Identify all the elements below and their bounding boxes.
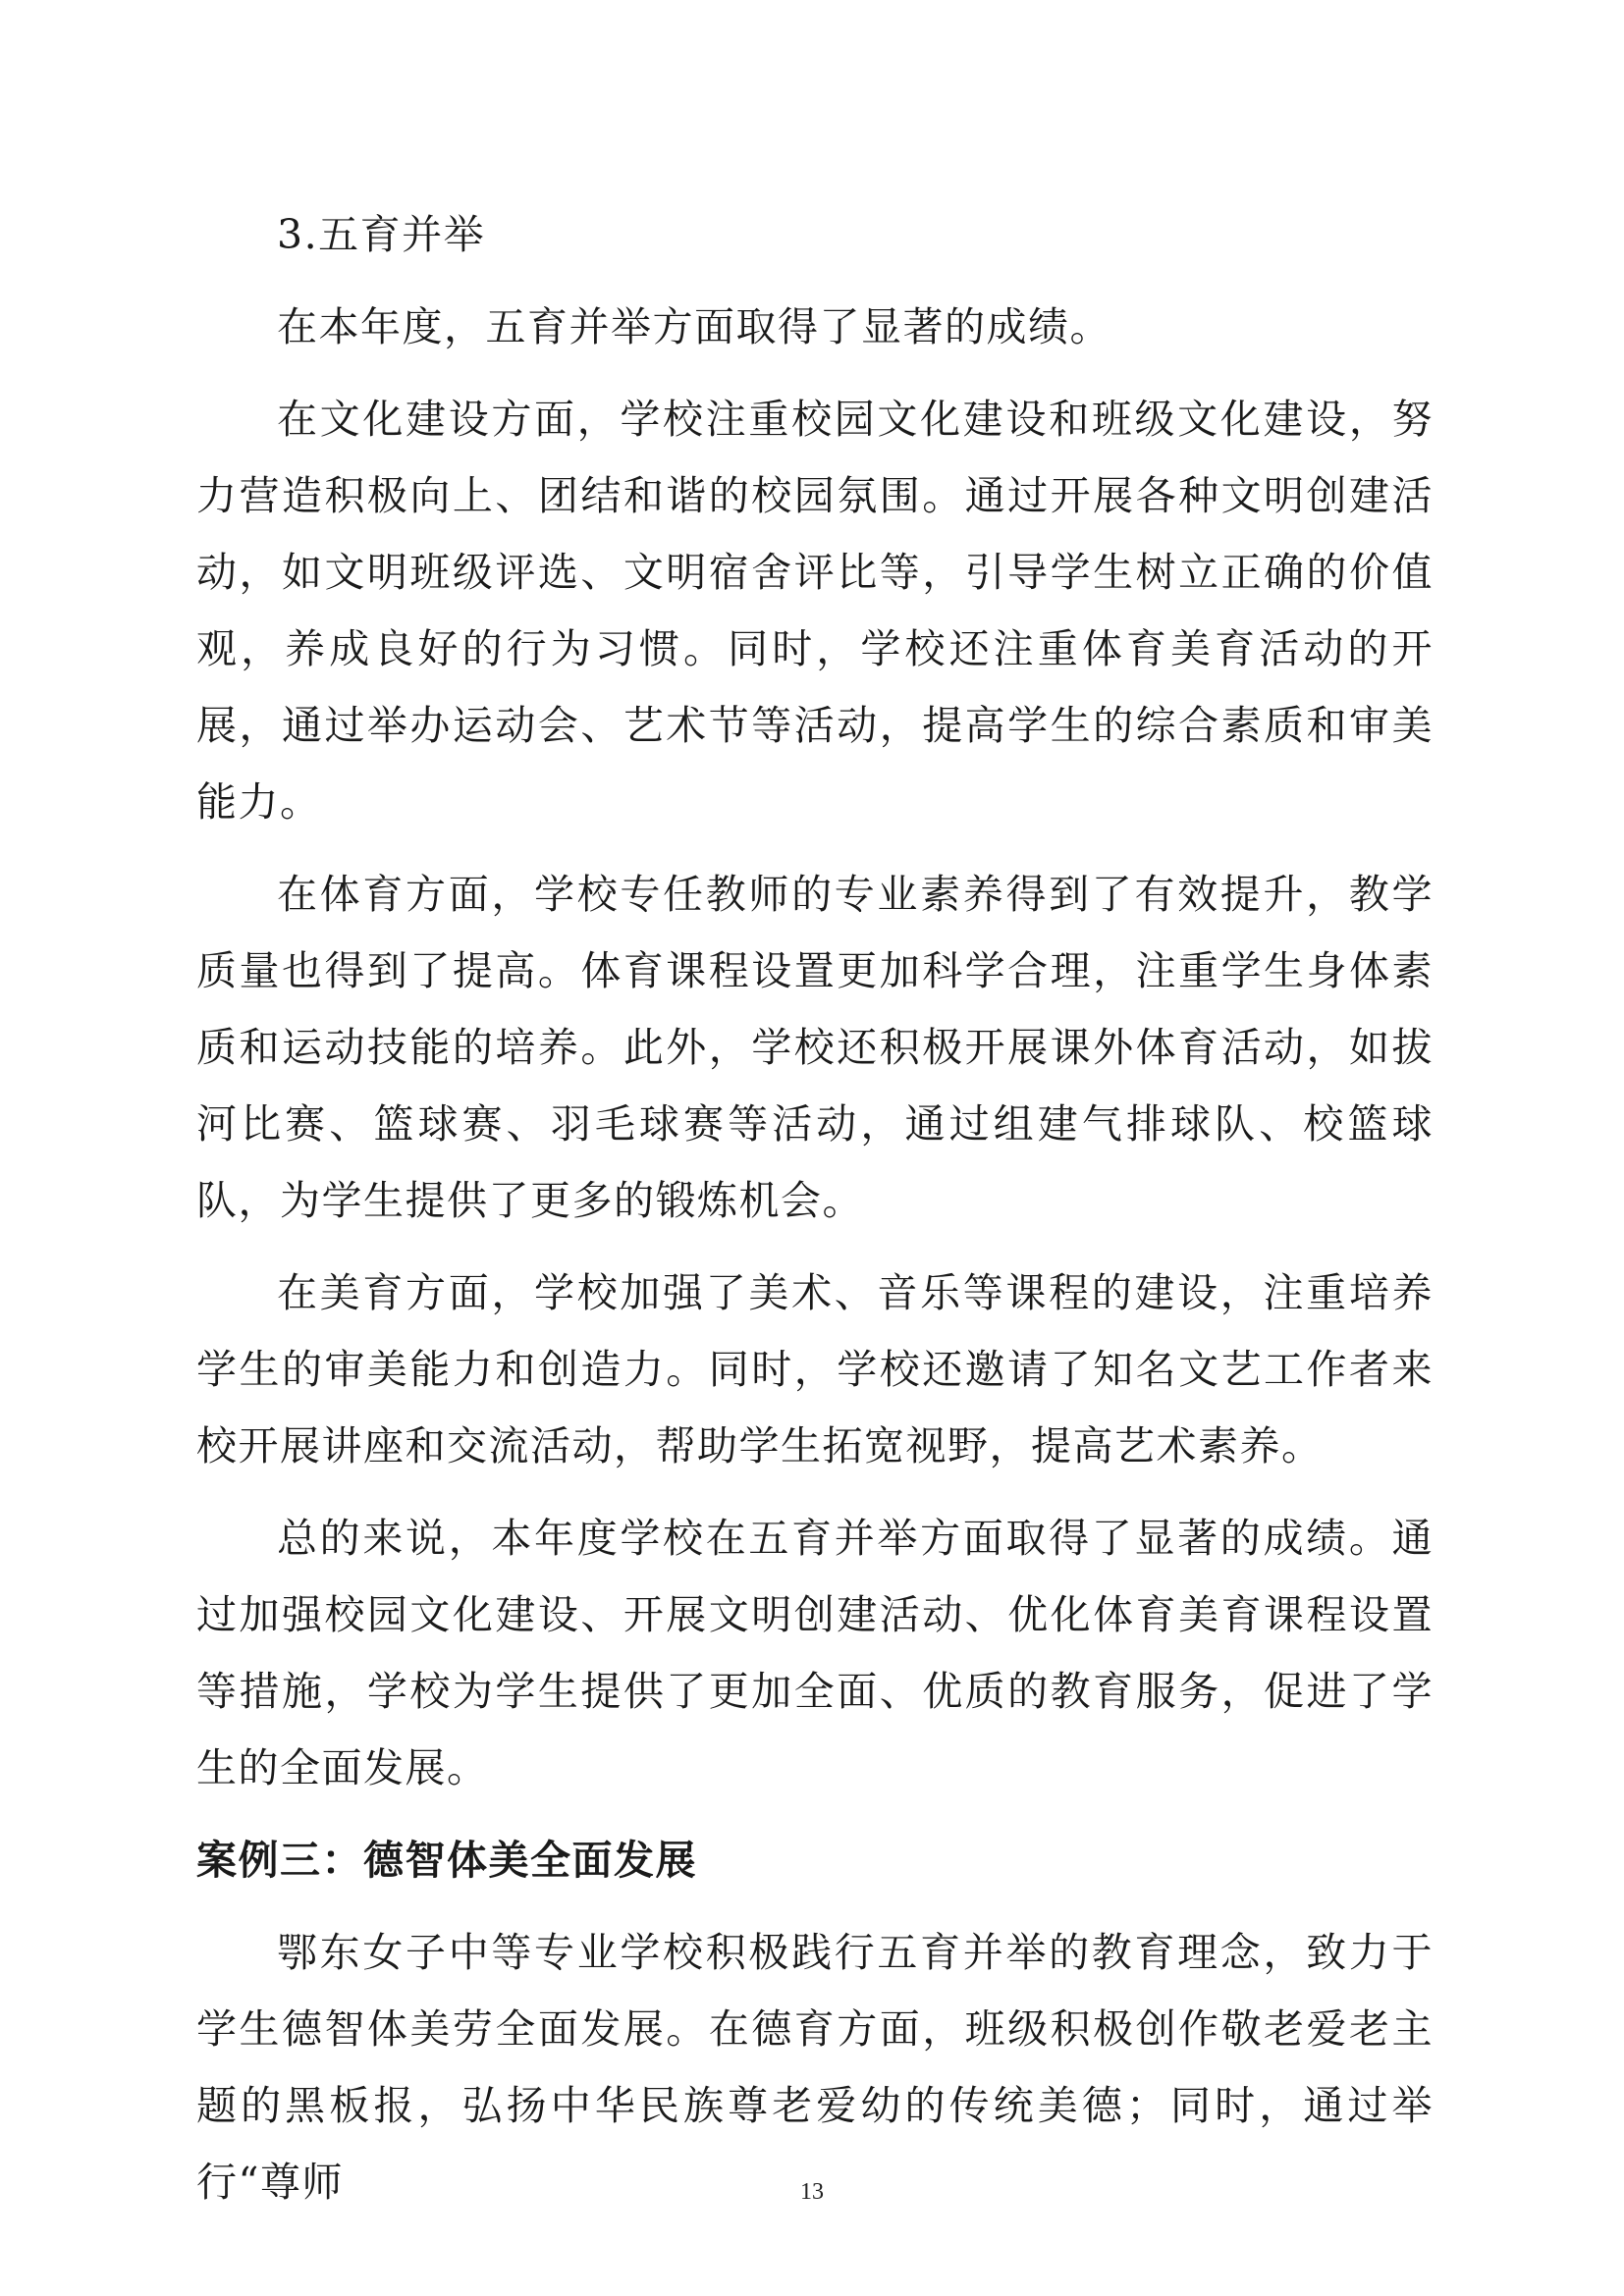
paragraph-aesthetics: 在美育方面，学校加强了美术、音乐等课程的建设，注重培养学生的审美能力和创造力。同时，学校还邀请了知名文艺工作者来校开展讲座和交流活动，帮助学生拓宽视野，提高艺术素养。 — [196, 1269, 1434, 1469]
paragraph-culture: 在文化建设方面，学校注重校园文化建设和班级文化建设，努力营造积极向上、团结和谐的校园氛围。通过开展各种文明创建活动，如文明班级评选、文明宿舍评比等，引导学生树立正确的价值观，养成良好的行为习惯。同时，学校还注重体育美育活动的开展，通过举办运动会、艺术节等活动，提高学生的综合素质和审美能力。 — [196, 396, 1434, 826]
paragraph-summary-intro: 在本年度，五育并举方面取得了显著的成绩。 — [277, 303, 1111, 350]
paragraph-conclusion: 总的来说，本年度学校在五育并举方面取得了显著的成绩。通过加强校园文化建设、开展文明创建活动、优化体育美育课程设置等措施，学校为学生提供了更加全面、优质的教育服务，促进了学生的全面发展。 — [196, 1515, 1434, 1791]
page-body — [196, 196, 1434, 2236]
case-heading: 案例三：德智体美全面发展 — [196, 1837, 697, 1884]
paragraph-sports: 在体育方面，学校专任教师的专业素养得到了有效提升，教学质量也得到了提高。体育课程设置更加科学合理，注重学生身体素质和运动技能的培养。此外，学校还积极开展课外体育活动，如拔河比赛、篮球赛、羽毛球赛等活动，通过组建气排球队、校篮球队，为学生提供了更多的锻炼机会。 — [196, 871, 1434, 1224]
paragraph-case-three: 鄂东女子中等专业学校积极践行五育并举的教育理念，致力于学生德智体美劳全面发展。在德育方面，班级积极创作敬老爱老主题的黑板报，弘扬中华民族尊老爱幼的传统美德；同时，通过举行“尊师 — [196, 1929, 1434, 2206]
page-number: 13 — [800, 2179, 824, 2205]
section-title: 3.五育并举 — [277, 211, 486, 258]
